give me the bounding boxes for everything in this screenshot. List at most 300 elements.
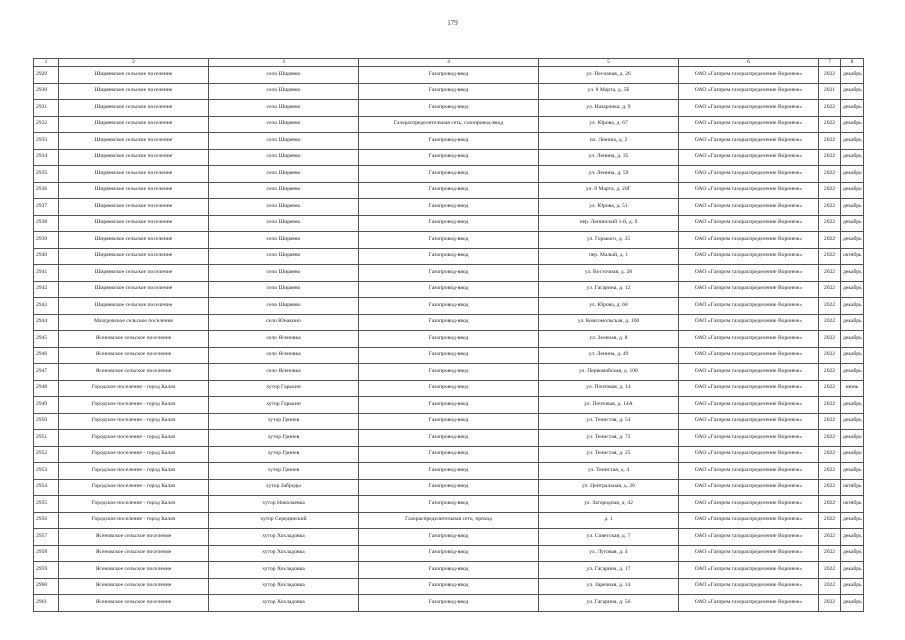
year-cell: 2022: [819, 529, 841, 546]
month-cell: октябрь: [841, 496, 864, 513]
address-cell: ул. Советская, д. 7: [539, 529, 679, 546]
year-cell: 2022: [819, 182, 841, 199]
col-header-7: 7: [819, 59, 841, 67]
address-cell: ул. Тенистая, д. 54: [539, 413, 679, 430]
object-cell: Газопровод-ввод: [359, 595, 539, 612]
settlement-cell: Ясеновское сельское поселение: [59, 578, 209, 595]
table-row: [34, 380, 864, 397]
settlement-cell: Ясеновское сельское поселение: [59, 545, 209, 562]
object-cell: Газопровод-ввод: [359, 314, 539, 331]
object-cell: Газопровод-ввод: [359, 182, 539, 199]
organization-cell: ОАО «Газпром газораспределение Воронеж»: [679, 133, 819, 150]
month-cell: декабрь: [841, 232, 864, 249]
locality-cell: хутор Гринев: [209, 446, 359, 463]
organization-cell: ОАО «Газпром газораспределение Воронеж»: [679, 512, 819, 529]
organization-cell: ОАО «Газпром газораспределение Воронеж»: [679, 545, 819, 562]
address-cell: ул. Первомайская, д. 100: [539, 364, 679, 381]
address-cell: ул. 8 Марта, д. 5Б: [539, 83, 679, 100]
settlement-cell: Городское поселение - город Калач: [59, 446, 209, 463]
row-number: 2954: [34, 479, 59, 496]
organization-cell: ОАО «Газпром газораспределение Воронеж»: [679, 380, 819, 397]
address-cell: ул. Тенистая, д. 4: [539, 463, 679, 480]
month-cell: декабрь: [841, 265, 864, 282]
organization-cell: ОАО «Газпром газораспределение Воронеж»: [679, 182, 819, 199]
locality-cell: село Ширяево: [209, 182, 359, 199]
organization-cell: ОАО «Газпром газораспределение Воронеж»: [679, 595, 819, 612]
month-cell: декабрь: [841, 215, 864, 232]
row-number: 2937: [34, 199, 59, 216]
row-number: 2953: [34, 463, 59, 480]
year-cell: 2022: [819, 430, 841, 447]
row-number: 2951: [34, 430, 59, 447]
object-cell: Газопровод-ввод: [359, 347, 539, 364]
month-cell: декабрь: [841, 347, 864, 364]
settlement-cell: Ширяевское сельское поселение: [59, 166, 209, 183]
month-cell: декабрь: [841, 512, 864, 529]
address-cell: ул. Назарчика, д. 9: [539, 100, 679, 117]
row-number: 2943: [34, 298, 59, 315]
col-header-2: 2: [59, 59, 209, 67]
row-number: 2940: [34, 248, 59, 265]
object-cell: Газопровод-ввод: [359, 149, 539, 166]
year-cell: 2022: [819, 595, 841, 612]
organization-cell: ОАО «Газпром газораспределение Воронеж»: [679, 347, 819, 364]
object-cell: Газопровод-ввод: [359, 529, 539, 546]
object-cell: Газопровод-ввод: [359, 298, 539, 315]
month-cell: июнь: [841, 380, 864, 397]
organization-cell: ОАО «Газпром газораспределение Воронеж»: [679, 496, 819, 513]
month-cell: декабрь: [841, 83, 864, 100]
year-cell: 2022: [819, 347, 841, 364]
month-cell: октябрь: [841, 248, 864, 265]
table-row: [34, 545, 864, 562]
table-row: [34, 430, 864, 447]
object-cell: Газопровод-ввод: [359, 265, 539, 282]
month-cell: декабрь: [841, 314, 864, 331]
settlement-cell: Ширяевское сельское поселение: [59, 182, 209, 199]
month-cell: декабрь: [841, 446, 864, 463]
table-row: [34, 232, 864, 249]
locality-cell: село Ясеновка: [209, 331, 359, 348]
organization-cell: ОАО «Газпром газораспределение Воронеж»: [679, 265, 819, 282]
row-number: 2933: [34, 133, 59, 150]
locality-cell: село Ширяево: [209, 298, 359, 315]
year-cell: 2022: [819, 199, 841, 216]
year-cell: 2022: [819, 133, 841, 150]
organization-cell: ОАО «Газпром газораспределение Воронеж»: [679, 364, 819, 381]
table-row: [34, 116, 864, 133]
address-cell: ул. Гагарина, д. 12: [539, 281, 679, 298]
row-number: 2932: [34, 116, 59, 133]
table-row: [34, 265, 864, 282]
settlement-cell: Ширяевское сельское поселение: [59, 232, 209, 249]
address-cell: ул. Загородная, д. 42: [539, 496, 679, 513]
year-cell: 2022: [819, 67, 841, 84]
settlement-cell: Городское поселение - город Калач: [59, 496, 209, 513]
settlement-cell: Ширяевское сельское поселение: [59, 281, 209, 298]
row-number: 2960: [34, 578, 59, 595]
locality-cell: хутор Гринев: [209, 430, 359, 447]
month-cell: декабрь: [841, 199, 864, 216]
locality-cell: хутор Хохладовка: [209, 545, 359, 562]
address-cell: ул. Гагарина, д. 17: [539, 562, 679, 579]
organization-cell: ОАО «Газпром газораспределение Воронеж»: [679, 166, 819, 183]
organization-cell: ОАО «Газпром газораспределение Воронеж»: [679, 397, 819, 414]
month-cell: декабрь: [841, 595, 864, 612]
settlement-cell: Ширяевское сельское поселение: [59, 298, 209, 315]
locality-cell: хутор Гринев: [209, 463, 359, 480]
table-row: [34, 281, 864, 298]
settlement-cell: Городское поселение - город Калач: [59, 463, 209, 480]
object-cell: Газопровод-ввод: [359, 562, 539, 579]
address-cell: ул. Зеленая, д. 8: [539, 331, 679, 348]
object-cell: Газораспределительная сеть, проход: [359, 512, 539, 529]
organization-cell: ОАО «Газпром газораспределение Воронеж»: [679, 413, 819, 430]
year-cell: 2022: [819, 281, 841, 298]
table-row: [34, 182, 864, 199]
year-cell: 2021: [819, 83, 841, 100]
row-number: 2959: [34, 562, 59, 579]
organization-cell: ОАО «Газпром газораспределение Воронеж»: [679, 298, 819, 315]
locality-cell: село Ширяево: [209, 149, 359, 166]
locality-cell: село Ширяево: [209, 83, 359, 100]
organization-cell: ОАО «Газпром газораспределение Воронеж»: [679, 248, 819, 265]
settlement-cell: Мазуровское сельское поселение: [59, 314, 209, 331]
table-row: [34, 149, 864, 166]
locality-cell: село Ширяево: [209, 248, 359, 265]
locality-cell: село Ширяево: [209, 265, 359, 282]
address-cell: ул. Тенистая, д. 73: [539, 430, 679, 447]
year-cell: 2022: [819, 331, 841, 348]
settlement-cell: Ширяевское сельское поселение: [59, 199, 209, 216]
month-cell: октябрь: [841, 479, 864, 496]
locality-cell: село Ширяево: [209, 116, 359, 133]
locality-cell: село Ширяево: [209, 67, 359, 84]
year-cell: 2022: [819, 512, 841, 529]
settlement-cell: Ясеновское сельское поселение: [59, 331, 209, 348]
table-row: [34, 496, 864, 513]
object-cell: Газопровод-ввод: [359, 446, 539, 463]
table-row: [34, 133, 864, 150]
locality-cell: хутор Хохладовка: [209, 595, 359, 612]
organization-cell: ОАО «Газпром газораспределение Воронеж»: [679, 446, 819, 463]
object-cell: Газопровод-ввод: [359, 133, 539, 150]
month-cell: декабрь: [841, 281, 864, 298]
row-number: 2945: [34, 331, 59, 348]
row-number: 2957: [34, 529, 59, 546]
locality-cell: хутор Серединский: [209, 512, 359, 529]
month-cell: декабрь: [841, 430, 864, 447]
row-number: 2955: [34, 496, 59, 513]
table-row: [34, 446, 864, 463]
table-row: [34, 397, 864, 414]
organization-cell: ОАО «Газпром газораспределение Воронеж»: [679, 100, 819, 117]
month-cell: декабрь: [841, 116, 864, 133]
organization-cell: ОАО «Газпром газораспределение Воронеж»: [679, 199, 819, 216]
address-cell: ул. Луговая, д. 4: [539, 545, 679, 562]
locality-cell: село Юнакино: [209, 314, 359, 331]
row-number: 2949: [34, 397, 59, 414]
settlement-cell: Городское поселение - город Калач: [59, 479, 209, 496]
month-cell: декабрь: [841, 100, 864, 117]
table-row: [34, 413, 864, 430]
settlement-cell: Ясеновское сельское поселение: [59, 347, 209, 364]
row-number: 2941: [34, 265, 59, 282]
table-row: [34, 215, 864, 232]
locality-cell: село Ширяево: [209, 232, 359, 249]
address-cell: ул. Песчаная, д. 26: [539, 67, 679, 84]
table-row: [34, 331, 864, 348]
table-row: [34, 562, 864, 579]
object-cell: Газопровод-ввод: [359, 331, 539, 348]
address-cell: ул. Тенистая, д. 25: [539, 446, 679, 463]
organization-cell: ОАО «Газпром газораспределение Воронеж»: [679, 232, 819, 249]
object-cell: Газопровод-ввод: [359, 83, 539, 100]
address-cell: ул. Восточная, д. 28: [539, 265, 679, 282]
table-row: [34, 298, 864, 315]
year-cell: 2022: [819, 446, 841, 463]
settlement-cell: Ширяевское сельское поселение: [59, 265, 209, 282]
month-cell: декабрь: [841, 463, 864, 480]
table-body: [34, 67, 864, 612]
settlement-cell: Ширяевское сельское поселение: [59, 100, 209, 117]
year-cell: 2022: [819, 248, 841, 265]
address-cell: ул. 8 Марта, д. 20Г: [539, 182, 679, 199]
table-row: [34, 100, 864, 117]
object-cell: Газопровод-ввод: [359, 463, 539, 480]
row-number: 2939: [34, 232, 59, 249]
col-header-4: 4: [359, 59, 539, 67]
settlement-cell: Ясеновское сельское поселение: [59, 595, 209, 612]
settlement-cell: Ширяевское сельское поселение: [59, 116, 209, 133]
settlement-cell: Ясеновское сельское поселение: [59, 529, 209, 546]
object-cell: Газопровод-ввод: [359, 380, 539, 397]
locality-cell: село Ширяево: [209, 281, 359, 298]
object-cell: Газопровод-ввод: [359, 397, 539, 414]
address-cell: пл. Ленина, д. 2: [539, 133, 679, 150]
gas-objects-table: [33, 58, 864, 612]
locality-cell: село Ширяево: [209, 199, 359, 216]
address-cell: ул. Ленина, д. 49: [539, 347, 679, 364]
object-cell: Газопровод-ввод: [359, 496, 539, 513]
settlement-cell: Городское поселение - город Калач: [59, 380, 209, 397]
object-cell: Газопровод-ввод: [359, 281, 539, 298]
row-number: 2950: [34, 413, 59, 430]
settlement-cell: Городское поселение - город Калач: [59, 430, 209, 447]
table-row: [34, 529, 864, 546]
address-cell: ул. Почтовая, д. 14: [539, 380, 679, 397]
locality-cell: хутор Николаевка: [209, 496, 359, 513]
table-row: [34, 67, 864, 84]
locality-cell: хутор Гарькин: [209, 397, 359, 414]
row-number: 2958: [34, 545, 59, 562]
year-cell: 2022: [819, 463, 841, 480]
month-cell: декабрь: [841, 67, 864, 84]
row-number: 2948: [34, 380, 59, 397]
address-cell: ул. Комсомольская, д. 106: [539, 314, 679, 331]
locality-cell: село Ширяево: [209, 166, 359, 183]
locality-cell: хутор Заброды: [209, 479, 359, 496]
address-cell: ул. Горького, д. 35: [539, 232, 679, 249]
year-cell: 2022: [819, 380, 841, 397]
year-cell: 2022: [819, 100, 841, 117]
month-cell: декабрь: [841, 413, 864, 430]
row-number: 2946: [34, 347, 59, 364]
object-cell: Газопровод-ввод: [359, 100, 539, 117]
year-cell: 2022: [819, 397, 841, 414]
row-number: 2952: [34, 446, 59, 463]
row-number: 2938: [34, 215, 59, 232]
year-cell: 2022: [819, 232, 841, 249]
month-cell: декабрь: [841, 397, 864, 414]
year-cell: 2022: [819, 314, 841, 331]
table-row: [34, 166, 864, 183]
address-cell: ул. Юрова, д. 68: [539, 298, 679, 315]
row-number: 2944: [34, 314, 59, 331]
object-cell: Газопровод-ввод: [359, 364, 539, 381]
year-cell: 2022: [819, 479, 841, 496]
table-row: [34, 512, 864, 529]
organization-cell: ОАО «Газпром газораспределение Воронеж»: [679, 529, 819, 546]
row-number: 2961: [34, 595, 59, 612]
organization-cell: ОАО «Газпром газораспределение Воронеж»: [679, 562, 819, 579]
table-row: [34, 248, 864, 265]
locality-cell: хутор Гарькин: [209, 380, 359, 397]
row-number: 2956: [34, 512, 59, 529]
settlement-cell: Ширяевское сельское поселение: [59, 149, 209, 166]
month-cell: декабрь: [841, 545, 864, 562]
month-cell: декабрь: [841, 331, 864, 348]
object-cell: Газопровод-ввод: [359, 430, 539, 447]
year-cell: 2022: [819, 364, 841, 381]
table-row: [34, 479, 864, 496]
month-cell: декабрь: [841, 562, 864, 579]
settlement-cell: Городское поселение - город Калач: [59, 512, 209, 529]
col-header-5: 5: [539, 59, 679, 67]
row-number: 2935: [34, 166, 59, 183]
organization-cell: ОАО «Газпром газораспределение Воронеж»: [679, 479, 819, 496]
organization-cell: ОАО «Газпром газораспределение Воронеж»: [679, 149, 819, 166]
address-cell: ул. Заречная, д. 14: [539, 578, 679, 595]
year-cell: 2022: [819, 578, 841, 595]
organization-cell: ОАО «Газпром газораспределение Воронеж»: [679, 83, 819, 100]
address-cell: пер. Малый, д. 1: [539, 248, 679, 265]
locality-cell: хутор Хохладовка: [209, 562, 359, 579]
object-cell: Газопровод-ввод: [359, 578, 539, 595]
table-row: [34, 595, 864, 612]
month-cell: декабрь: [841, 133, 864, 150]
object-cell: Газопровод-ввод: [359, 215, 539, 232]
address-cell: ул. Юрова, д. 67: [539, 116, 679, 133]
month-cell: декабрь: [841, 149, 864, 166]
organization-cell: ОАО «Газпром газораспределение Воронеж»: [679, 331, 819, 348]
header-row: [34, 59, 864, 67]
month-cell: декабрь: [841, 529, 864, 546]
settlement-cell: Городское поселение - город Калач: [59, 413, 209, 430]
year-cell: 2022: [819, 545, 841, 562]
organization-cell: ОАО «Газпром газораспределение Воронеж»: [679, 67, 819, 84]
object-cell: Газопровод-ввод: [359, 545, 539, 562]
locality-cell: село Ширяево: [209, 133, 359, 150]
year-cell: 2022: [819, 496, 841, 513]
year-cell: 2022: [819, 116, 841, 133]
table-row: [34, 364, 864, 381]
locality-cell: село Ширяево: [209, 215, 359, 232]
address-cell: ул. Гагарина, д. 56: [539, 595, 679, 612]
address-cell: ул. Центральная, д. 26: [539, 479, 679, 496]
row-number: 2934: [34, 149, 59, 166]
month-cell: декабрь: [841, 364, 864, 381]
row-number: 2947: [34, 364, 59, 381]
year-cell: 2022: [819, 413, 841, 430]
object-cell: Газопровод-ввод: [359, 232, 539, 249]
organization-cell: ОАО «Газпром газораспределение Воронеж»: [679, 314, 819, 331]
settlement-cell: Ширяевское сельское поселение: [59, 133, 209, 150]
locality-cell: хутор Гринев: [209, 413, 359, 430]
row-number: 2931: [34, 100, 59, 117]
year-cell: 2022: [819, 562, 841, 579]
locality-cell: село Ясеновка: [209, 347, 359, 364]
locality-cell: хутор Хохладовка: [209, 529, 359, 546]
month-cell: декабрь: [841, 182, 864, 199]
table-row: [34, 199, 864, 216]
month-cell: декабрь: [841, 166, 864, 183]
settlement-cell: Ширяевское сельское поселение: [59, 248, 209, 265]
page-number: 179: [447, 19, 458, 27]
address-cell: пер. Ленинский 1-й, д. 9: [539, 215, 679, 232]
locality-cell: село Ширяево: [209, 100, 359, 117]
object-cell: Газопровод-ввод: [359, 67, 539, 84]
organization-cell: ОАО «Газпром газораспределение Воронеж»: [679, 578, 819, 595]
table-row: [34, 83, 864, 100]
table-row: [34, 578, 864, 595]
address-cell: д. 1: [539, 512, 679, 529]
organization-cell: ОАО «Газпром газораспределение Воронеж»: [679, 463, 819, 480]
col-header-6: 6: [679, 59, 819, 67]
month-cell: декабрь: [841, 298, 864, 315]
table-row: [34, 314, 864, 331]
settlement-cell: Городское поселение - город Калач: [59, 397, 209, 414]
month-cell: декабрь: [841, 578, 864, 595]
object-cell: Газопровод-ввод: [359, 248, 539, 265]
address-cell: ул. Ленина, д. 35: [539, 149, 679, 166]
locality-cell: село Ясеновка: [209, 364, 359, 381]
address-cell: ул. Ленина, д. 59: [539, 166, 679, 183]
settlement-cell: Ясеновское сельское поселение: [59, 562, 209, 579]
col-header-1: 1: [34, 59, 59, 67]
year-cell: 2022: [819, 149, 841, 166]
settlement-cell: Ширяевское сельское поселение: [59, 83, 209, 100]
table-row: [34, 347, 864, 364]
row-number: 2936: [34, 182, 59, 199]
row-number: 2930: [34, 83, 59, 100]
organization-cell: ОАО «Газпром газораспределение Воронеж»: [679, 215, 819, 232]
settlement-cell: Ясеновское сельское поселение: [59, 364, 209, 381]
object-cell: Газопровод-ввод: [359, 413, 539, 430]
table-row: [34, 463, 864, 480]
year-cell: 2022: [819, 166, 841, 183]
col-header-8: 8: [841, 59, 864, 67]
row-number: 2942: [34, 281, 59, 298]
year-cell: 2022: [819, 298, 841, 315]
address-cell: ул. Почтовая, д. 14А: [539, 397, 679, 414]
organization-cell: ОАО «Газпром газораспределение Воронеж»: [679, 116, 819, 133]
object-cell: Газопровод-ввод: [359, 479, 539, 496]
year-cell: 2022: [819, 265, 841, 282]
address-cell: ул. Юрова, д. 51: [539, 199, 679, 216]
object-cell: Газораспределительная сеть, газопровод-ввод: [359, 116, 539, 133]
year-cell: 2022: [819, 215, 841, 232]
